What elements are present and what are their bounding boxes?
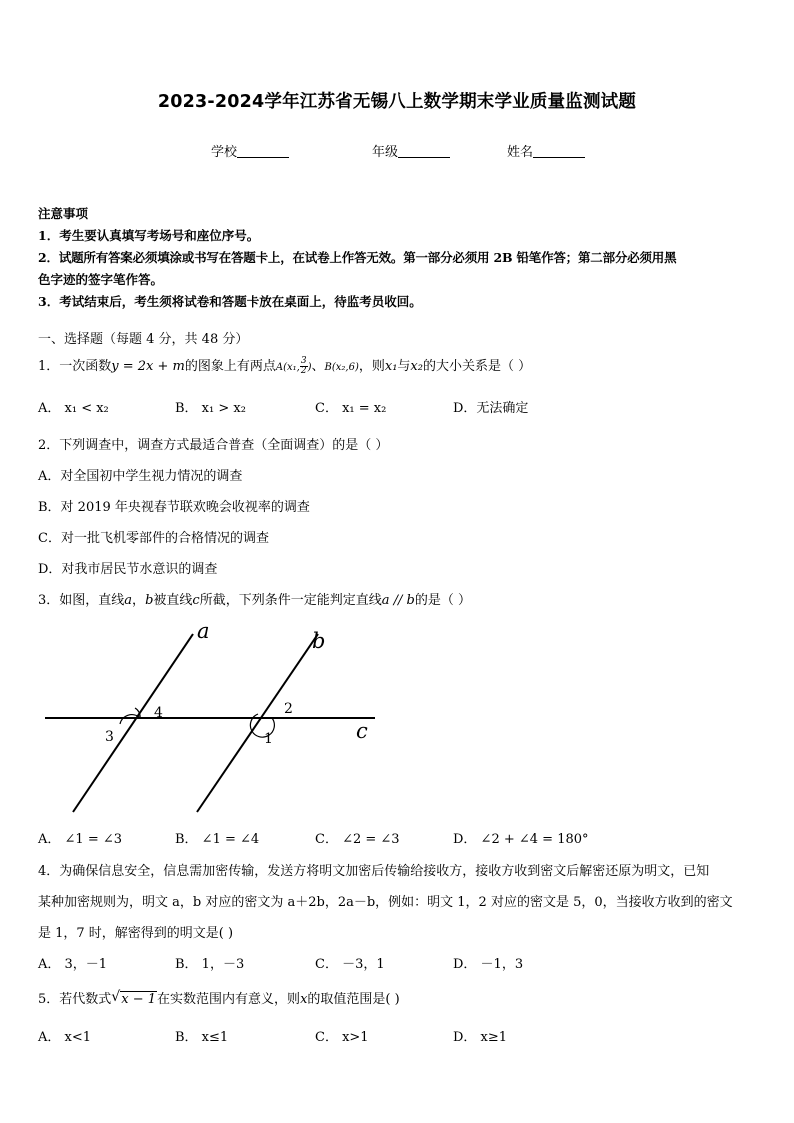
school-field[interactable] (211, 141, 289, 160)
radical-sign: √ (111, 989, 121, 1005)
q3-stem-2: ， (132, 593, 146, 608)
q3-stem-1: 3．如图，直线 (38, 593, 125, 608)
q1-fraction (300, 357, 308, 376)
note-item: 2．试题所有答案必须填涂或书写在答题卡上，在试卷上作答无效。第一部分必须用 2B 铅笔作答；第二部分必须用黑 (38, 250, 677, 265)
fraction-denominator: 2 (300, 366, 307, 376)
question-5-stem (38, 990, 760, 1010)
question-2-stem: 2．下列调查中，调查方式最适合普查（全面调查）的是（ ） (38, 438, 389, 453)
fraction-numerator: 3 (300, 356, 307, 366)
q1-point-a-end: ) (307, 362, 312, 373)
q1-option-b[interactable]: B． x₁ > x₂ (175, 401, 246, 416)
q5-option-b[interactable]: B． x≤1 (175, 1030, 229, 1045)
q5-prefix: 5．若代数式 (38, 992, 112, 1007)
angle-4-label: 4 (154, 705, 163, 721)
grade-label: 年级 (372, 145, 399, 160)
q1-option-c[interactable]: C． x₁ = x₂ (315, 401, 387, 416)
q1-suffix-2: 与 (397, 359, 411, 374)
q3-stem-3: 被直线 (153, 593, 193, 608)
line-b (197, 634, 318, 812)
school-blank[interactable] (237, 144, 289, 158)
grade-field[interactable] (372, 141, 450, 160)
notes-block (38, 203, 760, 313)
label-c: c (356, 719, 368, 743)
q5-suffix: 的取值范围是( ) (307, 992, 400, 1007)
q4-option-d[interactable]: D． －1，3 (453, 957, 524, 972)
name-field[interactable] (507, 141, 585, 160)
q1-separator: 、 (311, 359, 325, 374)
q3-option-c[interactable]: C． ∠2 = ∠3 (315, 832, 400, 847)
q3-option-b[interactable]: B． ∠1 = ∠4 (175, 832, 260, 847)
section-heading: 一、选择题（每题 4 分，共 48 分） (38, 332, 249, 347)
angle-3-label: 3 (105, 729, 114, 745)
q3-line-b: b (145, 593, 154, 608)
q3-line-a: a (124, 593, 133, 608)
q5-radicand: x − 1 (121, 992, 157, 1007)
q1-point-a: A(x₁, (275, 362, 300, 373)
label-a: a (197, 620, 210, 643)
q5-option-a[interactable]: A． x<1 (38, 1030, 92, 1045)
line-a (73, 634, 193, 812)
q4-option-b[interactable]: B． 1，－3 (175, 957, 245, 972)
name-label: 姓名 (507, 145, 534, 160)
note-item: 色字迹的签字笔作答。 (38, 272, 164, 287)
q1-option-d[interactable]: D．无法确定 (453, 401, 529, 416)
q1-mid: 的图象上有两点 (184, 359, 276, 374)
sqrt-expression (111, 990, 157, 1010)
school-label: 学校 (211, 145, 238, 160)
q1-x1: x₁ (384, 359, 398, 374)
q1-x2: x₂ (410, 359, 423, 374)
question-4-line-1: 4．为确保信息安全，信息需加密传输，发送方将明文加密后传输给接收方，接收方收到密文后解密还原为明文，已知 (38, 864, 710, 879)
q1-point-b: B(x₂,6) (324, 362, 359, 373)
q1-suffix-3: 的大小关系是（ ） (422, 359, 532, 374)
grade-blank[interactable] (398, 144, 450, 158)
q1-function: y = 2x + m (111, 359, 185, 374)
exam-title: 2023-2024学年江苏省无锡八上数学期末学业质量监测试题 (157, 92, 637, 112)
q4-option-c[interactable]: C． －3，1 (315, 957, 385, 972)
question-3-stem (38, 591, 760, 611)
q2-option-d[interactable]: D．对我市居民节水意识的调查 (38, 562, 218, 577)
q1-option-a[interactable]: A． x₁ < x₂ (38, 401, 109, 416)
angle-1-label: 1 (264, 731, 273, 747)
q3-line-c: c (192, 593, 200, 608)
q5-x: x (300, 992, 308, 1007)
q3-stem-5: 的是（ ） (414, 593, 471, 608)
question-4-line-2: 某种加密规则为，明文 a，b 对应的密文为 a＋2b，2a－b，例如：明文 1，2 对应的密文是 5，0，当接收方收到的密文 (38, 895, 733, 910)
q3-option-d[interactable]: D． ∠2 + ∠4 = 180° (453, 832, 589, 847)
q3-figure (40, 620, 380, 820)
name-blank[interactable] (533, 144, 585, 158)
q1-prefix: 1．一次函数 (38, 359, 112, 374)
note-item: 3．考试结束后，考生须将试卷和答题卡放在桌面上，待监考员收回。 (38, 294, 422, 309)
q5-option-d[interactable]: D． x≥1 (453, 1030, 508, 1045)
notes-heading: 注意事项 (38, 206, 89, 221)
angle-2-label: 2 (284, 701, 293, 717)
q5-option-c[interactable]: C． x>1 (315, 1030, 369, 1045)
q3-stem-4: 所截，下列条件一定能判定直线 (199, 593, 382, 608)
note-item: 1．考生要认真填写考场号和座位序号。 (38, 228, 260, 243)
q3-option-a[interactable]: A． ∠1 = ∠3 (38, 832, 123, 847)
q2-option-a[interactable]: A．对全国初中学生视力情况的调查 (38, 469, 243, 484)
q1-suffix-1: ，则 (358, 359, 385, 374)
question-4-line-3: 是 1，7 时，解密得到的明文是( ) (38, 926, 234, 941)
q5-mid: 在实数范围内有意义，则 (157, 992, 301, 1007)
q4-option-a[interactable]: A． 3，－1 (38, 957, 108, 972)
angle-3-arc (120, 715, 140, 724)
q3-parallel: a // b (381, 593, 415, 608)
q2-option-b[interactable]: B．对 2019 年央视春节联欢晚会收视率的调查 (38, 500, 310, 515)
q2-option-c[interactable]: C．对一批飞机零部件的合格情况的调查 (38, 531, 269, 546)
question-1-stem (38, 357, 760, 378)
label-b: b (312, 629, 326, 653)
